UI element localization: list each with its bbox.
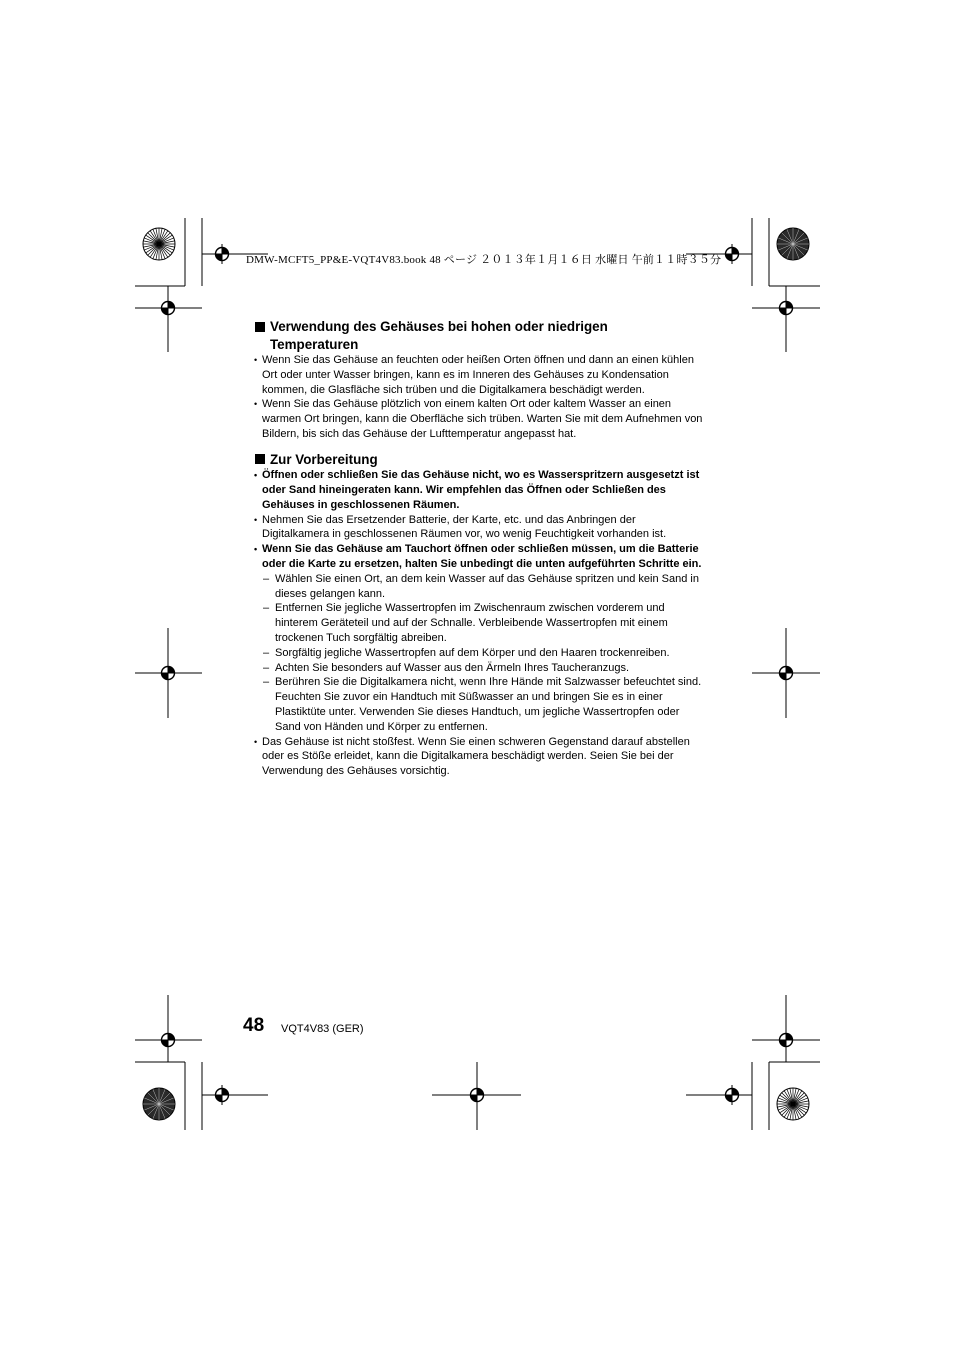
section-preparation (255, 451, 703, 779)
sub-list-item: – Berühren Sie die Digitalkamera nicht, wenn Ihre Hände mit Salzwasser befeuchtet sind. Feuchten Sie zuvor ein Handtuch mit Süßwasser an und bringen Sie es in einer Plastiktüte unter. Verwenden Sie dieses Handtuch, um jegliche Wassertropfen oder Sand von Händen und Körper zu entfernen. (263, 676, 702, 733)
document-code: VQT4V83 (GER) (281, 1023, 364, 1035)
bullet-icon: • (254, 736, 258, 747)
dash-icon: – (263, 572, 270, 585)
section-heading-text: Zur Vorbereitung (270, 451, 378, 467)
list-item: • Wenn Sie das Gehäuse plötzlich von einem kalten Ort oder kaltem Wasser an einen warmen Ort bringen, kann die Oberfläche sich trüben. Warten Sie mit dem Aufnehmen von Bildern, bis sich das Gehäuse der Lufttemperatur angepasst hat. (254, 398, 703, 440)
bullet-icon: • (254, 544, 258, 555)
section-temperatures (255, 318, 703, 442)
list-item: • Öffnen oder schließen Sie das Gehäuse nicht, wo es Wasserspritzern ausgesetzt ist oder Sand hineingeraten kann. Wir empfehlen das Öffnen oder Schließen des Gehäuses in geschlossenen Räumen. (254, 469, 700, 511)
section-heading-line1: Verwendung des Gehäuses bei hohen oder niedrigen (270, 319, 608, 334)
dash-icon: – (263, 676, 270, 689)
sub-list-item: – Achten Sie besonders auf Wasser aus den Ärmeln Ihres Taucheranzugs. (263, 661, 630, 674)
list-item: • Wenn Sie das Gehäuse an feuchten oder heißen Orten öffnen und dann an einen kühlen Ort oder unter Wasser bringen, kann es im Inneren des Gehäuses zu Kondensation kommen, die Glasfläche sich trüben und die Digitalkamera beschädigt werden. (254, 354, 694, 396)
list-item: • Nehmen Sie das Ersetzender Batterie, der Karte, etc. und das Anbringen der Digitalkamera in geschlossenen Räumen vor, wo wenig Feuchtigkeit vorhanden ist. (254, 513, 667, 541)
bullet-icon: • (254, 470, 258, 481)
bullet-icon: • (254, 399, 258, 410)
dash-icon: – (263, 661, 270, 674)
dash-icon: – (263, 602, 270, 615)
section-heading-line2: Temperaturen (270, 336, 359, 352)
bullet-icon: • (254, 355, 258, 365)
section-heading (255, 451, 703, 469)
list-item: • Wenn Sie das Gehäuse am Tauchort öffnen oder schließen müssen, um die Batterie oder die Karte zu ersetzen, halten Sie unbedingt die unten aufgeführten Schritte ein. (254, 543, 702, 571)
square-bullet-icon (255, 454, 265, 464)
page-number: 48 (243, 1015, 265, 1036)
list-item: • Das Gehäuse ist nicht stoßfest. Wenn Sie einen schweren Gegenstand darauf abstellen oder es Stöße erleidet, kann die Digitalkamera beschädigt werden. Seien Sie bei der Verwendung des Gehäuses vorsichtig. (254, 735, 690, 778)
sub-list-item: – Entfernen Sie jegliche Wassertropfen im Zwischenraum zwischen vorderem und hinterem Geräteteil und auf der Schnalle. Verbleibende Wassertropfen mit einem trockenen Tuch sorgfältig abreiben. (263, 602, 668, 645)
section-heading (255, 318, 703, 353)
sub-list-item: – Sorgfältig jegliche Wassertropfen auf dem Körper und den Haaren trockenreiben. (263, 646, 670, 659)
square-bullet-icon (255, 322, 265, 332)
page-content (255, 318, 703, 779)
bullet-icon: • (254, 514, 258, 525)
print-header: DMW-MCFT5_PP&E-VQT4V83.book 48 ページ ２０１３年１月１６日 水曜日 午前１１時３５分 (246, 254, 722, 266)
sub-list-item: – Wählen Sie einen Ort, an dem kein Wasser auf das Gehäuse spritzen und kein Sand in dieses gelangen kann. (263, 572, 699, 600)
dash-icon: – (263, 646, 270, 659)
